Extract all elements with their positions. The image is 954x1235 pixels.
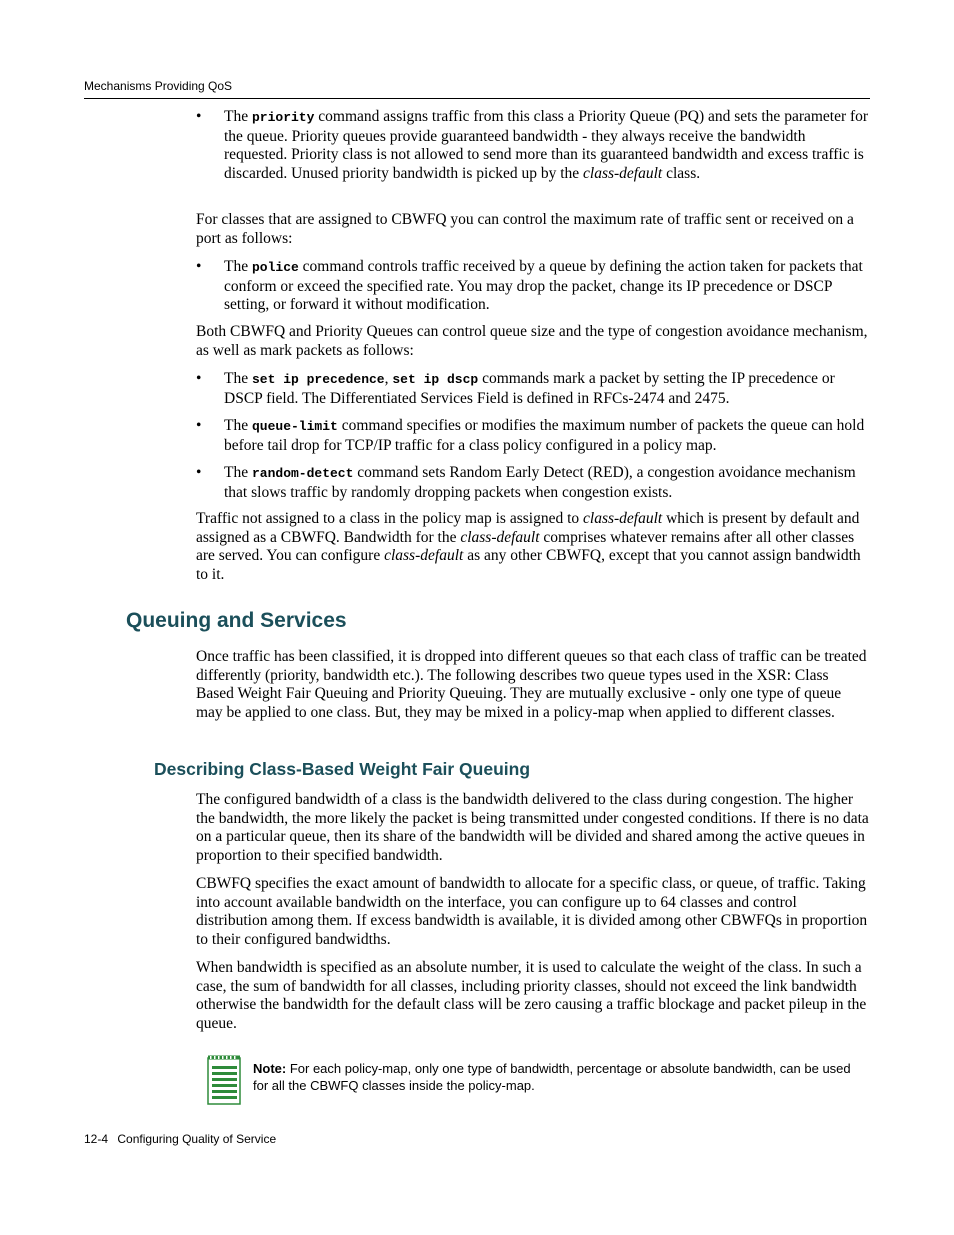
para-configured-bandwidth: The configured bandwidth of a class is the bandwidth delivered to the class during congestion. The higher the bandwidth, the more likely the packet is being transmitted under congested conditions. If there is no data on a particular queue, then its share of the bandwidth will be divided and shared among the active queues in proportion to their specified bandwidth. xyxy=(196,791,869,865)
bullet-police xyxy=(196,258,870,315)
bullet-police-text: The police command controls traffic received by a queue by defining the action taken for packets that conform or exceed the specified rate. You may drop the packet, change its IP precedence or DSCP setting, or forward it without modification. xyxy=(224,258,863,314)
para-traffic-default: Traffic not assigned to a class in the policy map is assigned to class-default which is present by default and assigned as a CBWFQ. Bandwidth for the class-default comprises whatever remains after all other classes are served. You can configure class-default as any other CBWFQ, except that you cannot assign bandwidth to it. xyxy=(196,510,861,584)
bullet-dot: • xyxy=(196,258,202,275)
set-ip-dscp-command: set ip dscp xyxy=(392,372,479,387)
bullet-dot: • xyxy=(196,370,202,387)
set-ip-precedence-command: set ip precedence xyxy=(251,372,385,387)
police-command: police xyxy=(251,260,299,275)
para-queuing: Once traffic has been classified, it is dropped into different queues so that each class of traffic can be treated differently (priority, bandwidth etc.). The following describes two queue types used in the XSR: Class Based Weight Fair Queuing and Priority Queuing. They are mutually exclusive - only one type of queue may be applied to one class. But, they may be mixed in a policy-map when applied to different classes. xyxy=(196,648,867,722)
bullet-dot: • xyxy=(196,417,202,434)
random-detect-command: random-detect xyxy=(251,466,354,481)
queue-limit-command: queue-limit xyxy=(251,419,338,434)
para-both: Both CBWFQ and Priority Queues can control queue size and the type of congestion avoidance mechanism, as well as mark packets as follows: xyxy=(196,323,868,359)
header-rule xyxy=(84,98,870,99)
bullet-set-ip xyxy=(196,370,870,408)
bullet-dot: • xyxy=(196,108,202,125)
heading-queuing-and-services: Queuing and Services xyxy=(126,609,347,632)
bullet-set-ip-text: The set ip precedence, set ip dscp commands mark a packet by setting the IP precedence or DSCP field. The Differentiated Services Field is defined in RFCs-2474 and 2475. xyxy=(224,370,835,407)
running-header: Mechanisms Providing QoS xyxy=(84,79,233,93)
bullet-queue-limit-text: The queue-limit command specifies or modifies the maximum number of packets the queue can hold before tail drop for TCP/IP traffic for a class policy configured in a policy map. xyxy=(224,417,865,454)
running-footer xyxy=(84,1132,282,1146)
notepad-icon xyxy=(207,1055,241,1105)
heading-describing-cbwfq: Describing Class-Based Weight Fair Queuing xyxy=(154,759,531,779)
note-text: Note: For each policy-map, only one type of bandwidth, percentage or absolute bandwidth, can be used for all the CBWFQ classes inside the policy-map. xyxy=(253,1061,851,1093)
para-cbwfq-specifies: CBWFQ specifies the exact amount of bandwidth to allocate for a specific class, or queue, of traffic. Taking into account available bandwidth on the interface, you can configure up to 64 classes and control distribution among them. If excess bandwidth is available, it is divided among other CBWFQs in proportion to their configured bandwidths. xyxy=(196,875,868,949)
bullet-random-detect xyxy=(196,464,870,502)
note-label: Note: xyxy=(253,1061,287,1076)
bullet-random-detect-text: The random-detect command sets Random Early Detect (RED), a congestion avoidance mechanism that slows traffic by randomly dropping packets when congestion exists. xyxy=(224,464,856,501)
bullet-dot: • xyxy=(196,464,202,481)
para-cbwfq-control: For classes that are assigned to CBWFQ you can control the maximum rate of traffic sent or received on a port as follows: xyxy=(196,211,854,247)
bullet-priority xyxy=(196,108,870,184)
chapter-title: Configuring Quality of Service xyxy=(117,1132,277,1146)
bullet-queue-limit xyxy=(196,417,870,455)
priority-command: priority xyxy=(251,110,315,125)
page-number: 12-4 xyxy=(84,1132,109,1146)
bullet-priority-text: The priority command assigns traffic from this class a Priority Queue (PQ) and sets the parameter for the queue. Priority queues provide guaranteed bandwidth - they always receive the bandwidth requested. Priority class is not allowed to send more than its guaranteed bandwidth and excess traffic is discarded. Unused priority bandwidth is picked up by the class-default class. xyxy=(224,108,869,183)
para-absolute-bandwidth: When bandwidth is specified as an absolute number, it is used to calculate the weight of the class. In such a case, the sum of bandwidth for all classes, including priority classes, should not exceed the link bandwidth otherwise the bandwidth for the default class will be zero causing a traffic blockage and packet pileup in the queue. xyxy=(196,959,867,1033)
